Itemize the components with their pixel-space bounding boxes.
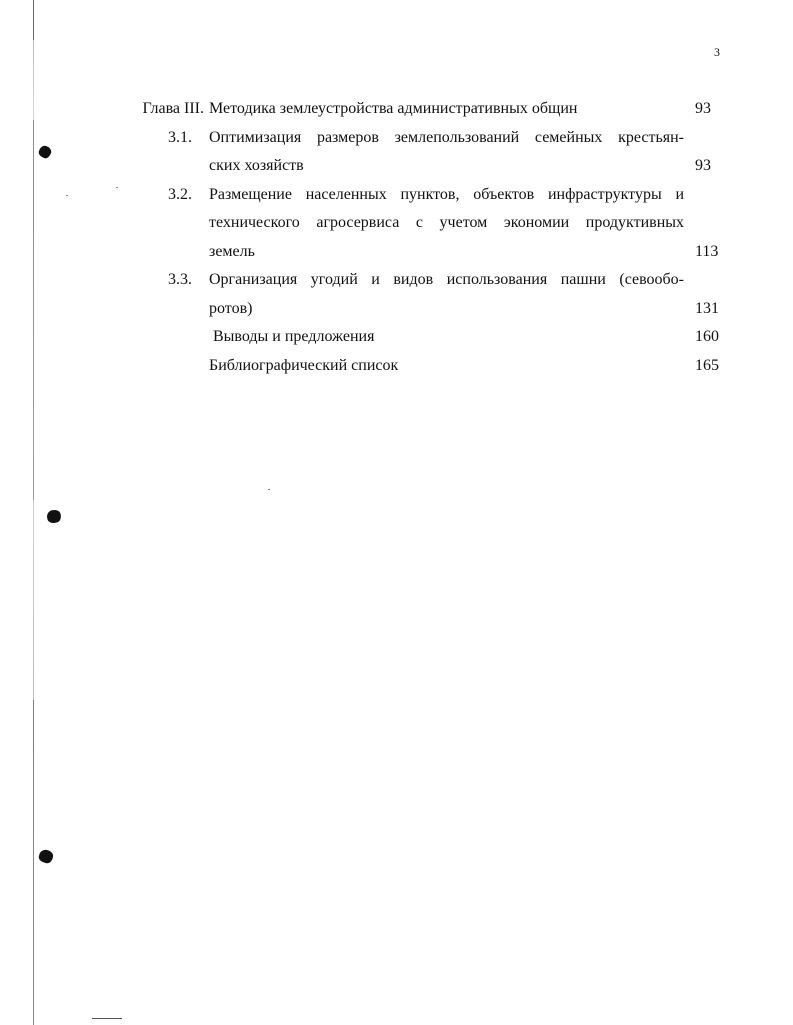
section-page: 131 xyxy=(695,300,719,317)
section-title-line: земель xyxy=(209,243,255,260)
section-number: 3.2. xyxy=(168,186,192,203)
section-title-line: ских хозяйств xyxy=(209,157,304,174)
section-page: 113 xyxy=(695,243,719,260)
punch-hole-mark xyxy=(46,508,63,524)
scan-speck xyxy=(268,489,270,490)
scan-speck xyxy=(116,187,118,188)
section-title-line: Оптимизация размеров землепользований семейных крестьян- xyxy=(209,129,684,146)
extra-page: 160 xyxy=(695,328,719,345)
scan-edge-line xyxy=(33,0,34,1025)
chapter-page: 93 xyxy=(695,100,711,117)
section-title-line: Размещение населенных пунктов, объектов инфраструктуры и xyxy=(209,186,684,203)
chapter-title: Методика землеустройства административных общин xyxy=(209,100,578,117)
scan-mark xyxy=(92,1018,122,1019)
extra-title: Выводы и предложения xyxy=(213,328,375,345)
extra-title: Библиографический список xyxy=(209,357,399,374)
page-number: 3 xyxy=(714,45,720,59)
punch-hole-mark xyxy=(37,144,52,159)
section-title-line: технического агросервиса с учетом экономии продуктивных xyxy=(209,214,684,231)
section-title-line: Организация угодий и видов использования пашни (севообо- xyxy=(209,271,684,288)
section-page: 93 xyxy=(695,157,711,174)
punch-hole-mark xyxy=(38,849,54,864)
scan-speck xyxy=(66,195,68,196)
chapter-label: Глава III. xyxy=(142,100,204,117)
section-number: 3.1. xyxy=(168,129,192,146)
section-title-line: ротов) xyxy=(209,300,253,317)
section-number: 3.3. xyxy=(168,271,192,288)
extra-page: 165 xyxy=(695,357,719,374)
